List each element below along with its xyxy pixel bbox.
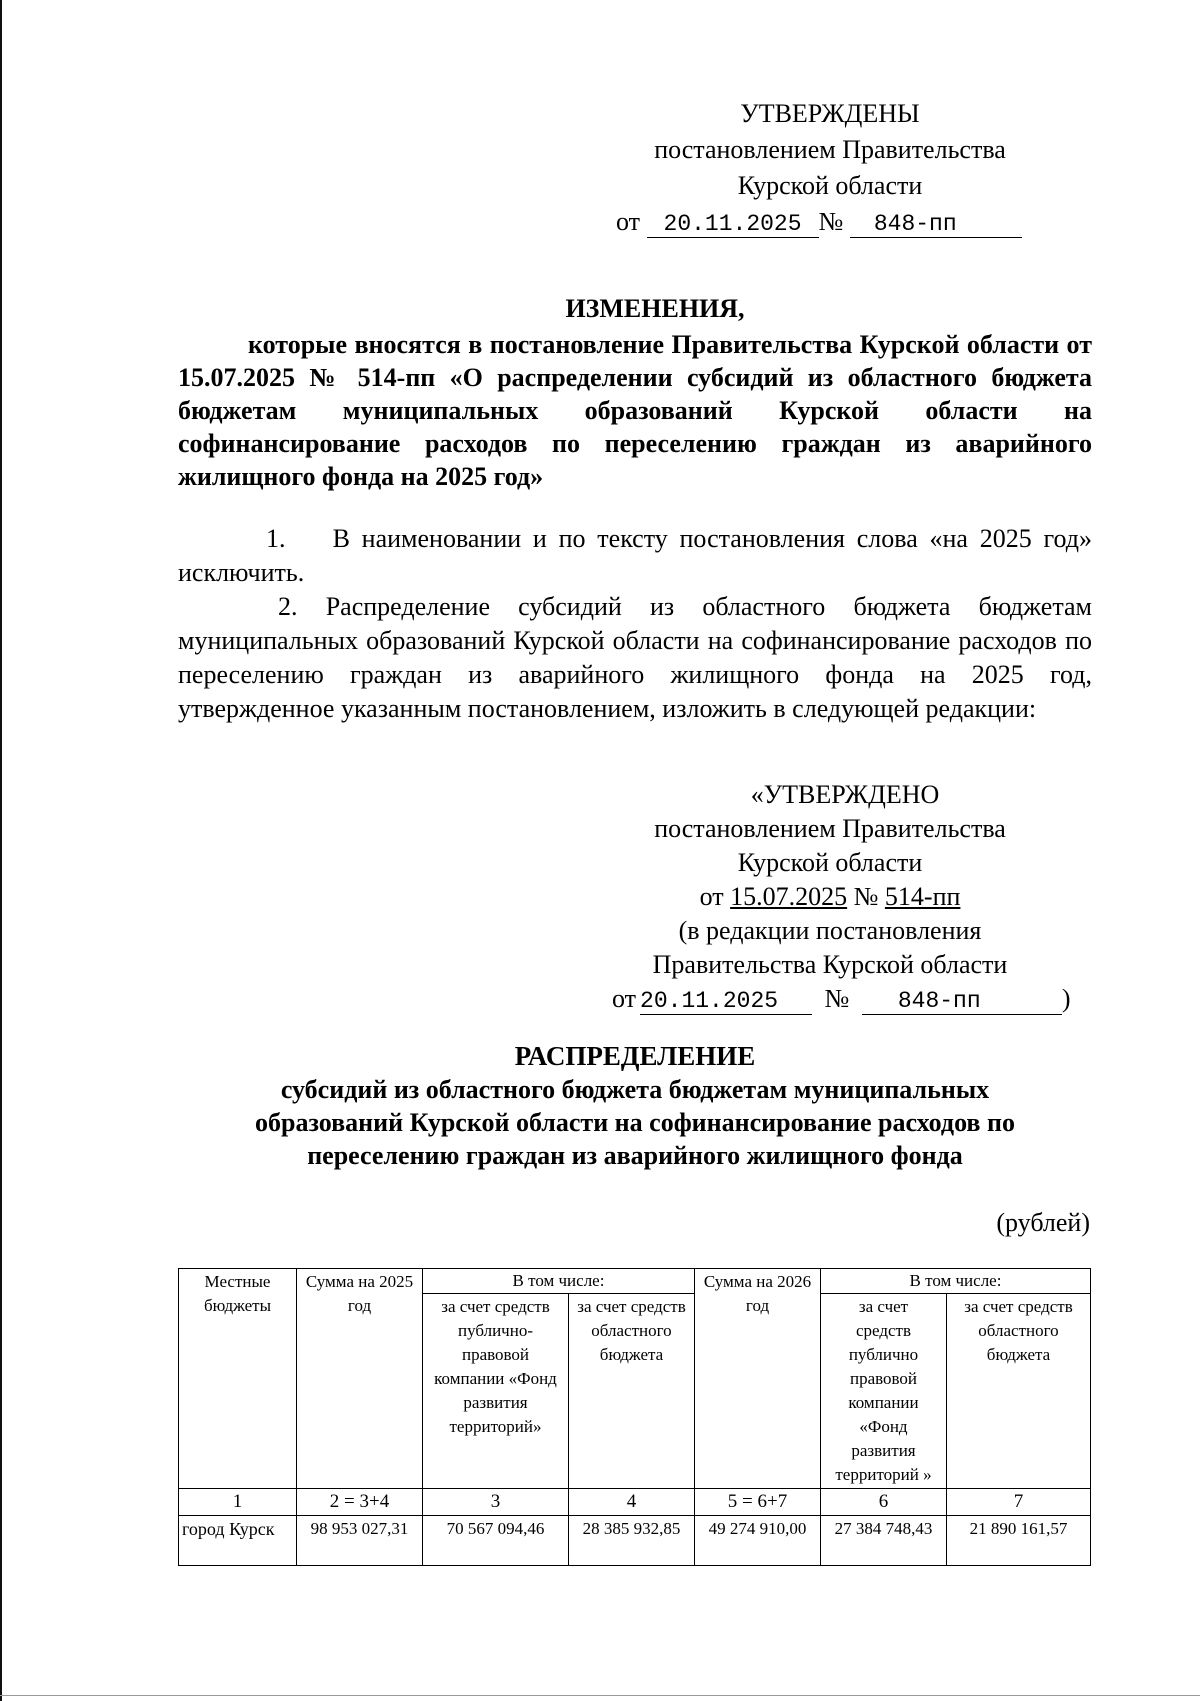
distribution-subtitle: субсидий из областного бюджета бюджетам муниципальных образований Курской области на софинансирование расходов по переселению граждан из аварийного жилищного фонда: [255, 1075, 1015, 1170]
number-sign: №: [824, 984, 850, 1013]
inner-approval-orig-line: [600, 880, 1060, 914]
header-regional-2026: за счет средств областного бюджета: [947, 1294, 1091, 1489]
column-number: 3: [423, 1489, 569, 1516]
subsidy-table: [178, 1268, 1091, 1566]
cell-fund-2025: 70 567 094,46: [423, 1516, 569, 1566]
approval-line-2: постановлением Правительства: [654, 135, 1006, 164]
approval-date: 20.11.2025: [647, 211, 819, 238]
from-label: от: [699, 882, 724, 911]
header-local-budgets: Местные бюджеты: [179, 1269, 297, 1489]
header-fund-2025: за счет средств публично-правовой компании «Фонд развития территорий»: [423, 1294, 569, 1489]
inner-approval-line-6: Правительства Курской области: [652, 950, 1008, 979]
paragraph-2: 2. Распределение субсидий из областного бюджета бюджетам муниципальных образований Курской области на софинансирование расходов по переселению граждан из аварийного жилищного фонда на 2025 год, утвержденное указанным постановлением, изложить в следующей редакции:: [178, 592, 1092, 723]
header-sum-2025: Сумма на 2025 год: [297, 1269, 423, 1489]
unit-label: (рублей): [996, 1208, 1090, 1237]
scan-border-bottom: [0, 1695, 1200, 1696]
number-sign: №: [818, 207, 844, 236]
column-number-row: [179, 1489, 1091, 1516]
paragraph-1: 1. В наименовании и по тексту постановления слова «на 2025 год» исключить.: [178, 524, 1092, 587]
table-header-row: [179, 1269, 1091, 1294]
original-number: 514-пп: [884, 882, 961, 911]
close-paren: ): [1061, 984, 1071, 1013]
from-label: от: [616, 207, 641, 236]
inner-approval-line-2: постановлением Правительства: [654, 814, 1006, 843]
title-heading: ИЗМЕНЕНИЯ,: [565, 294, 745, 323]
document-title: [178, 292, 1092, 493]
cell-local-budget: город Курск: [179, 1516, 297, 1566]
header-fund-2026: за счет средств публично правовой компании «Фонд развития территорий »: [821, 1294, 947, 1489]
inner-approval-line-5: (в редакции постановления: [678, 916, 982, 945]
column-number: 1: [179, 1489, 297, 1516]
approval-date-number-line: [616, 204, 1060, 240]
header-regional-2025: за счет средств областного бюджета: [569, 1294, 695, 1489]
column-number: 6: [821, 1489, 947, 1516]
approval-heading: УТВЕРЖДЕНЫ: [740, 99, 920, 128]
cell-regional-2025: 28 385 932,85: [569, 1516, 695, 1566]
title-body: которые вносятся в постановление Правительства Курской области от 15.07.2025 № 514-пп «О распределении субсидий из областного бюджета бюджетам муниципальных образований Курской области на софинансирование расходов по переселению граждан из аварийного жилищного фонда на 2025 год»: [178, 330, 1092, 491]
inner-approval-line-3: Курской области: [737, 848, 923, 877]
approval-block: [600, 96, 1060, 240]
original-date: 15.07.2025: [730, 882, 848, 911]
approval-number: 848-пп: [850, 211, 1022, 238]
column-number: 5 = 6+7: [695, 1489, 821, 1516]
column-number: 2 = 3+4: [297, 1489, 423, 1516]
from-label: от: [612, 984, 637, 1013]
inner-approval-block: [600, 778, 1071, 1016]
cell-sum-2025: 98 953 027,31: [297, 1516, 423, 1566]
distribution-title: [178, 1040, 1092, 1172]
table-row: [179, 1516, 1091, 1566]
header-including-2026: В том числе:: [821, 1269, 1091, 1294]
number-sign: №: [853, 882, 879, 911]
distribution-heading: РАСПРЕДЕЛЕНИЕ: [514, 1041, 756, 1071]
document-body: [178, 522, 1092, 726]
header-sum-2026: Сумма на 2026 год: [695, 1269, 821, 1489]
inner-approval-heading: «УТВЕРЖДЕНО: [750, 780, 940, 809]
new-number: 848-пп: [862, 988, 1062, 1015]
cell-sum-2026: 49 274 910,00: [695, 1516, 821, 1566]
cell-fund-2026: 27 384 748,43: [821, 1516, 947, 1566]
new-date: 20.11.2025: [640, 988, 812, 1015]
column-number: 7: [947, 1489, 1091, 1516]
cell-regional-2026: 21 890 161,57: [947, 1516, 1091, 1566]
inner-approval-new-line: [612, 982, 1071, 1016]
column-number: 4: [569, 1489, 695, 1516]
scan-border-left: [0, 0, 2, 1701]
approval-line-3: Курской области: [737, 171, 923, 200]
header-including-2025: В том числе:: [423, 1269, 695, 1294]
